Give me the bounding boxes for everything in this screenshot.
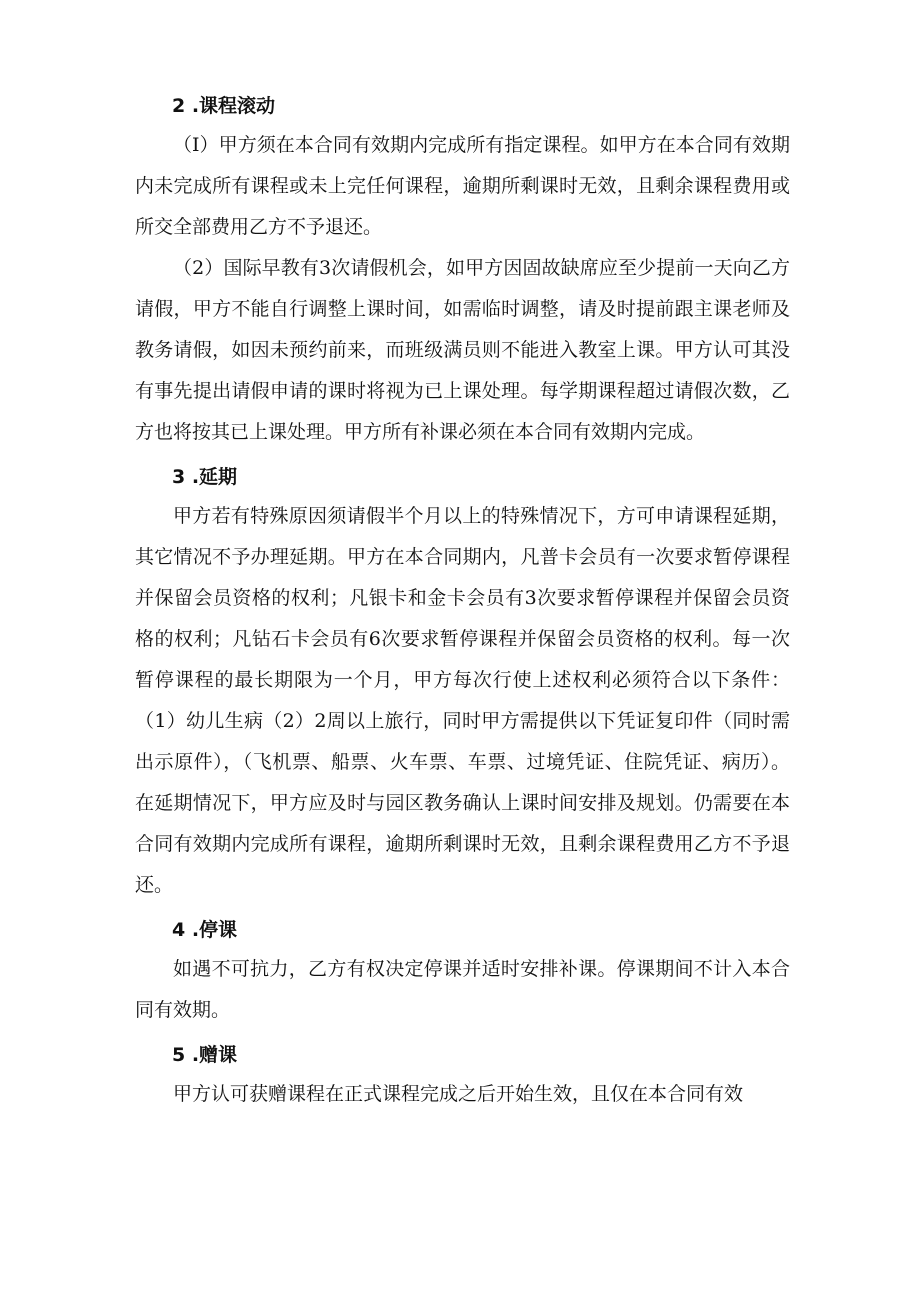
section-heading-class-suspension: 4 .停课 (172, 919, 238, 941)
paragraph-course-rollover-1: （I）甲方须在本合同有效期内完成所有指定课程。如甲方在本合同有效期内未完成所有课程或未上完任何课程，逾期所剩课时无效，且剩余课程费用或所交全部费用乙方不予退还。 (135, 134, 790, 238)
section-heading-course-rollover: 2 .课程滚动 (172, 95, 276, 117)
paragraph-bonus-classes-1: 甲方认可获赠课程在正式课程完成之后开始生效，且仅在本合同有效 (173, 1083, 744, 1105)
paragraph-class-suspension-1: 如遇不可抗力，乙方有权决定停课并适时安排补课。停课期间不计入本合同有效期。 (135, 958, 790, 1021)
paragraph-course-rollover-2: （2）国际早教有3次请假机会，如甲方因固故缺席应至少提前一天向乙方请假，甲方不能自行调整上课时间，如需临时调整，请及时提前跟主课老师及教务请假，如因未预约前来，而班级满员则不能进入教室上课。甲方认可其没有事先提出请假申请的课时将视为已上课处理。每学期课程超过请假次数，乙方也将按其已上课处理。甲方所有补课必须在本合同有效期内完成。 (135, 257, 790, 443)
section-heading-bonus-classes: 5 .赠课 (172, 1044, 238, 1066)
section-heading-extension: 3 .延期 (172, 466, 238, 488)
paragraph-extension-1: 甲方若有特殊原因须请假半个月以上的特殊情况下，方可申请课程延期，其它情况不予办理延期。甲方在本合同期内，凡普卡会员有一次要求暂停课程并保留会员资格的权利；凡银卡和金卡会员有3次要求暂停课程并保留会员资格的权利；凡钻石卡会员有6次要求暂停课程并保留会员资格的权利。每一次暂停课程的最长期限为一个月，甲方每次行使上述权利必须符合以下条件：（1）幼儿生病（2）2周以上旅行，同时甲方需提供以下凭证复印件（同时需出示原件），（飞机票、船票、火车票、车票、过境凭证、住院凭证、病历）。在延期情况下，甲方应及时与园区教务确认上课时间安排及规划。仍需要在本合同有效期内完成所有课程，逾期所剩课时无效，且剩余课程费用乙方不予退还。 (135, 505, 790, 896)
